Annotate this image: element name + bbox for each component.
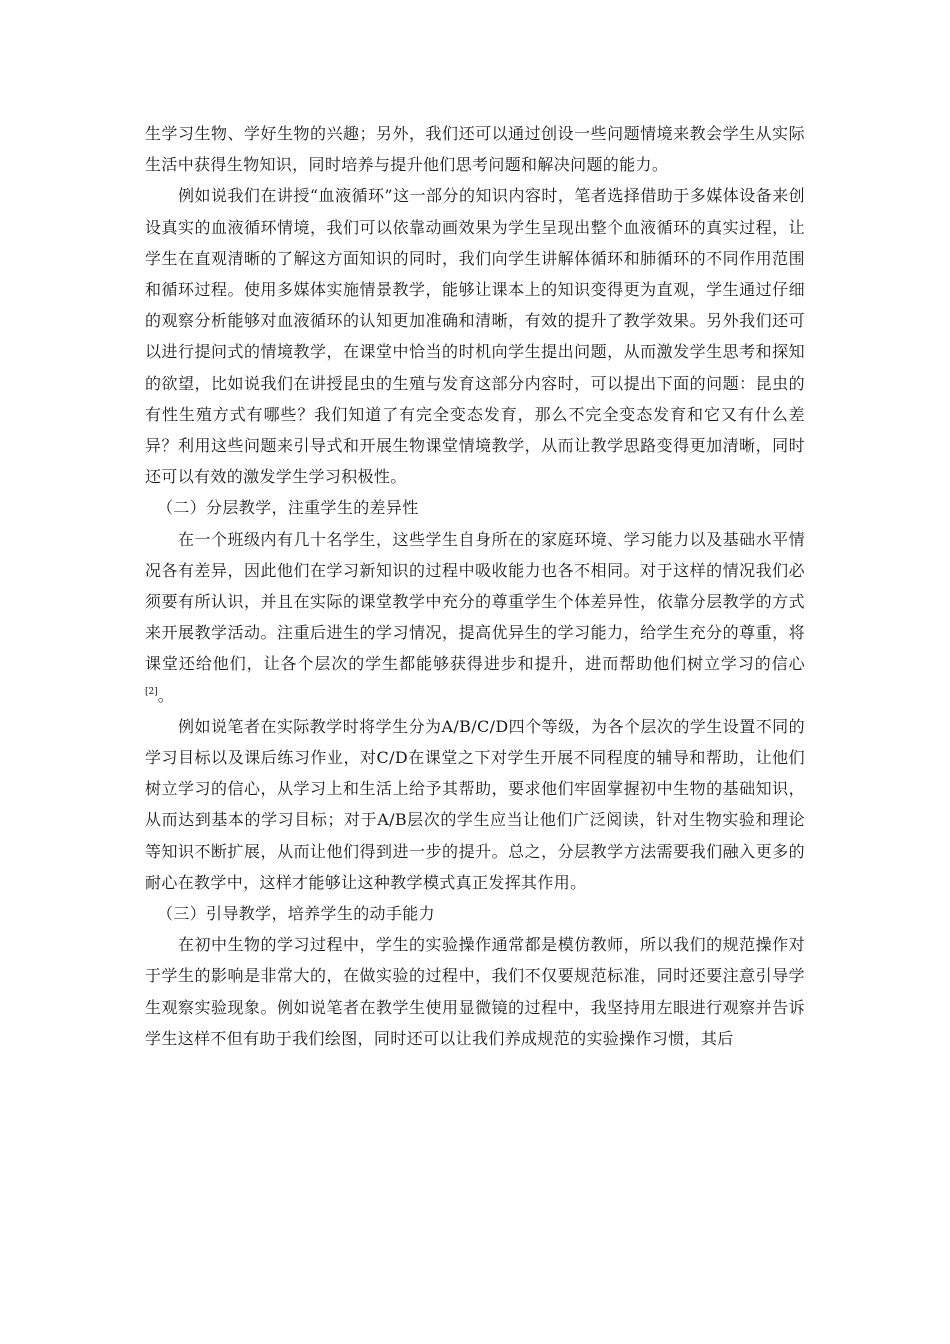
paragraph-3	[145, 524, 805, 711]
paragraph-5: 在初中生物的学习过程中，学生的实验操作通常都是模仿教师，所以我们的规范操作对于学生的影响是非常大的，在做实验的过程中，我们不仅要规范标准，同时还要注意引导学生观察实验现象。例如说笔者在教学生使用显微镜的过程中，我坚持用左眼进行观察并告诉学生这样不但有助于我们绘图，同时还可以让我们养成规范的实验操作习惯，其后	[145, 935, 805, 1048]
document-page	[145, 118, 805, 1054]
paragraph-2: 例如说我们在讲授“血液循环”这一部分的知识内容时，笔者选择借助于多媒体设备来创设真实的血液循环情境，我们可以依靠动画效果为学生呈现出整个血液循环的真实过程，让学生在直观清晰的了解这方面知识的同时，我们向学生讲解体循环和肺循环的不同作用范围和循环过程。使用多媒体实施情景教学，能够让课本上的知识变得更为直观，学生通过仔细的观察分析能够对血液循环的认知更加准确和清晰，有效的提升了教学效果。另外我们还可以进行提问式的情境教学，在课堂中恰当的时机向学生提出问题，从而激发学生思考和探知的欲望，比如说我们在讲授昆虫的生殖与发育这部分内容时，可以提出下面的问题：昆虫的有性生殖方式有哪些？我们知道了有完全变态发育，那么不完全变态发育和它又有什么差异？利用这些问题来引导式和开展生物课堂情境教学，从而让教学思路变得更加清晰，同时还可以有效的激发学生学习积极性。	[145, 186, 805, 487]
paragraph-3-end: 。	[157, 685, 175, 705]
citation-ref: [2]	[145, 686, 158, 697]
paragraph-3-text: 在一个班级内有几十名学生，这些学生自身所在的家庭环境、学习能力以及基础水平情况各有差异，因此他们在学习新知识的过程中吸收能力也各不相同。对于这样的情况我们必须要有所认识，并且在实际的课堂教学中充分的尊重学生个体差异性，依靠分层教学的方式来开展教学活动。注重后进生的学习情况，提高优异生的学习能力，给学生充分的尊重，将课堂还给他们，让各个层次的学生都能够获得进步和提升，进而帮助他们树立学习的信心	[145, 529, 805, 674]
section-heading-3: （三）引导教学，培养学生的动手能力	[157, 904, 435, 924]
paragraph-4: 例如说笔者在实际教学时将学生分为A/B/C/D四个等级，为各个层次的学生设置不同的学习目标以及课后练习作业，对C/D在课堂之下对学生开展不同程度的辅导和帮助，让他们树立学习的信心，从学习上和生活上给予其帮助，要求他们牢固掌握初中生物的基础知识，从而达到基本的学习目标；对于A/B层次的学生应当让他们广泛阅读，针对生物实验和理论等知识不断扩展，从而让他们得到进一步的提升。总之，分层教学方法需要我们融入更多的耐心在教学中，这样才能够让这种教学模式真正发挥其作用。	[145, 716, 805, 892]
paragraph-1: 生学习生物、学好生物的兴趣；另外，我们还可以通过创设一些问题情境来教会学生从实际生活中获得生物知识，同时培养与提升他们思考问题和解决问题的能力。	[145, 124, 805, 175]
section-heading-2: （二）分层教学，注重学生的差异性	[157, 498, 419, 518]
